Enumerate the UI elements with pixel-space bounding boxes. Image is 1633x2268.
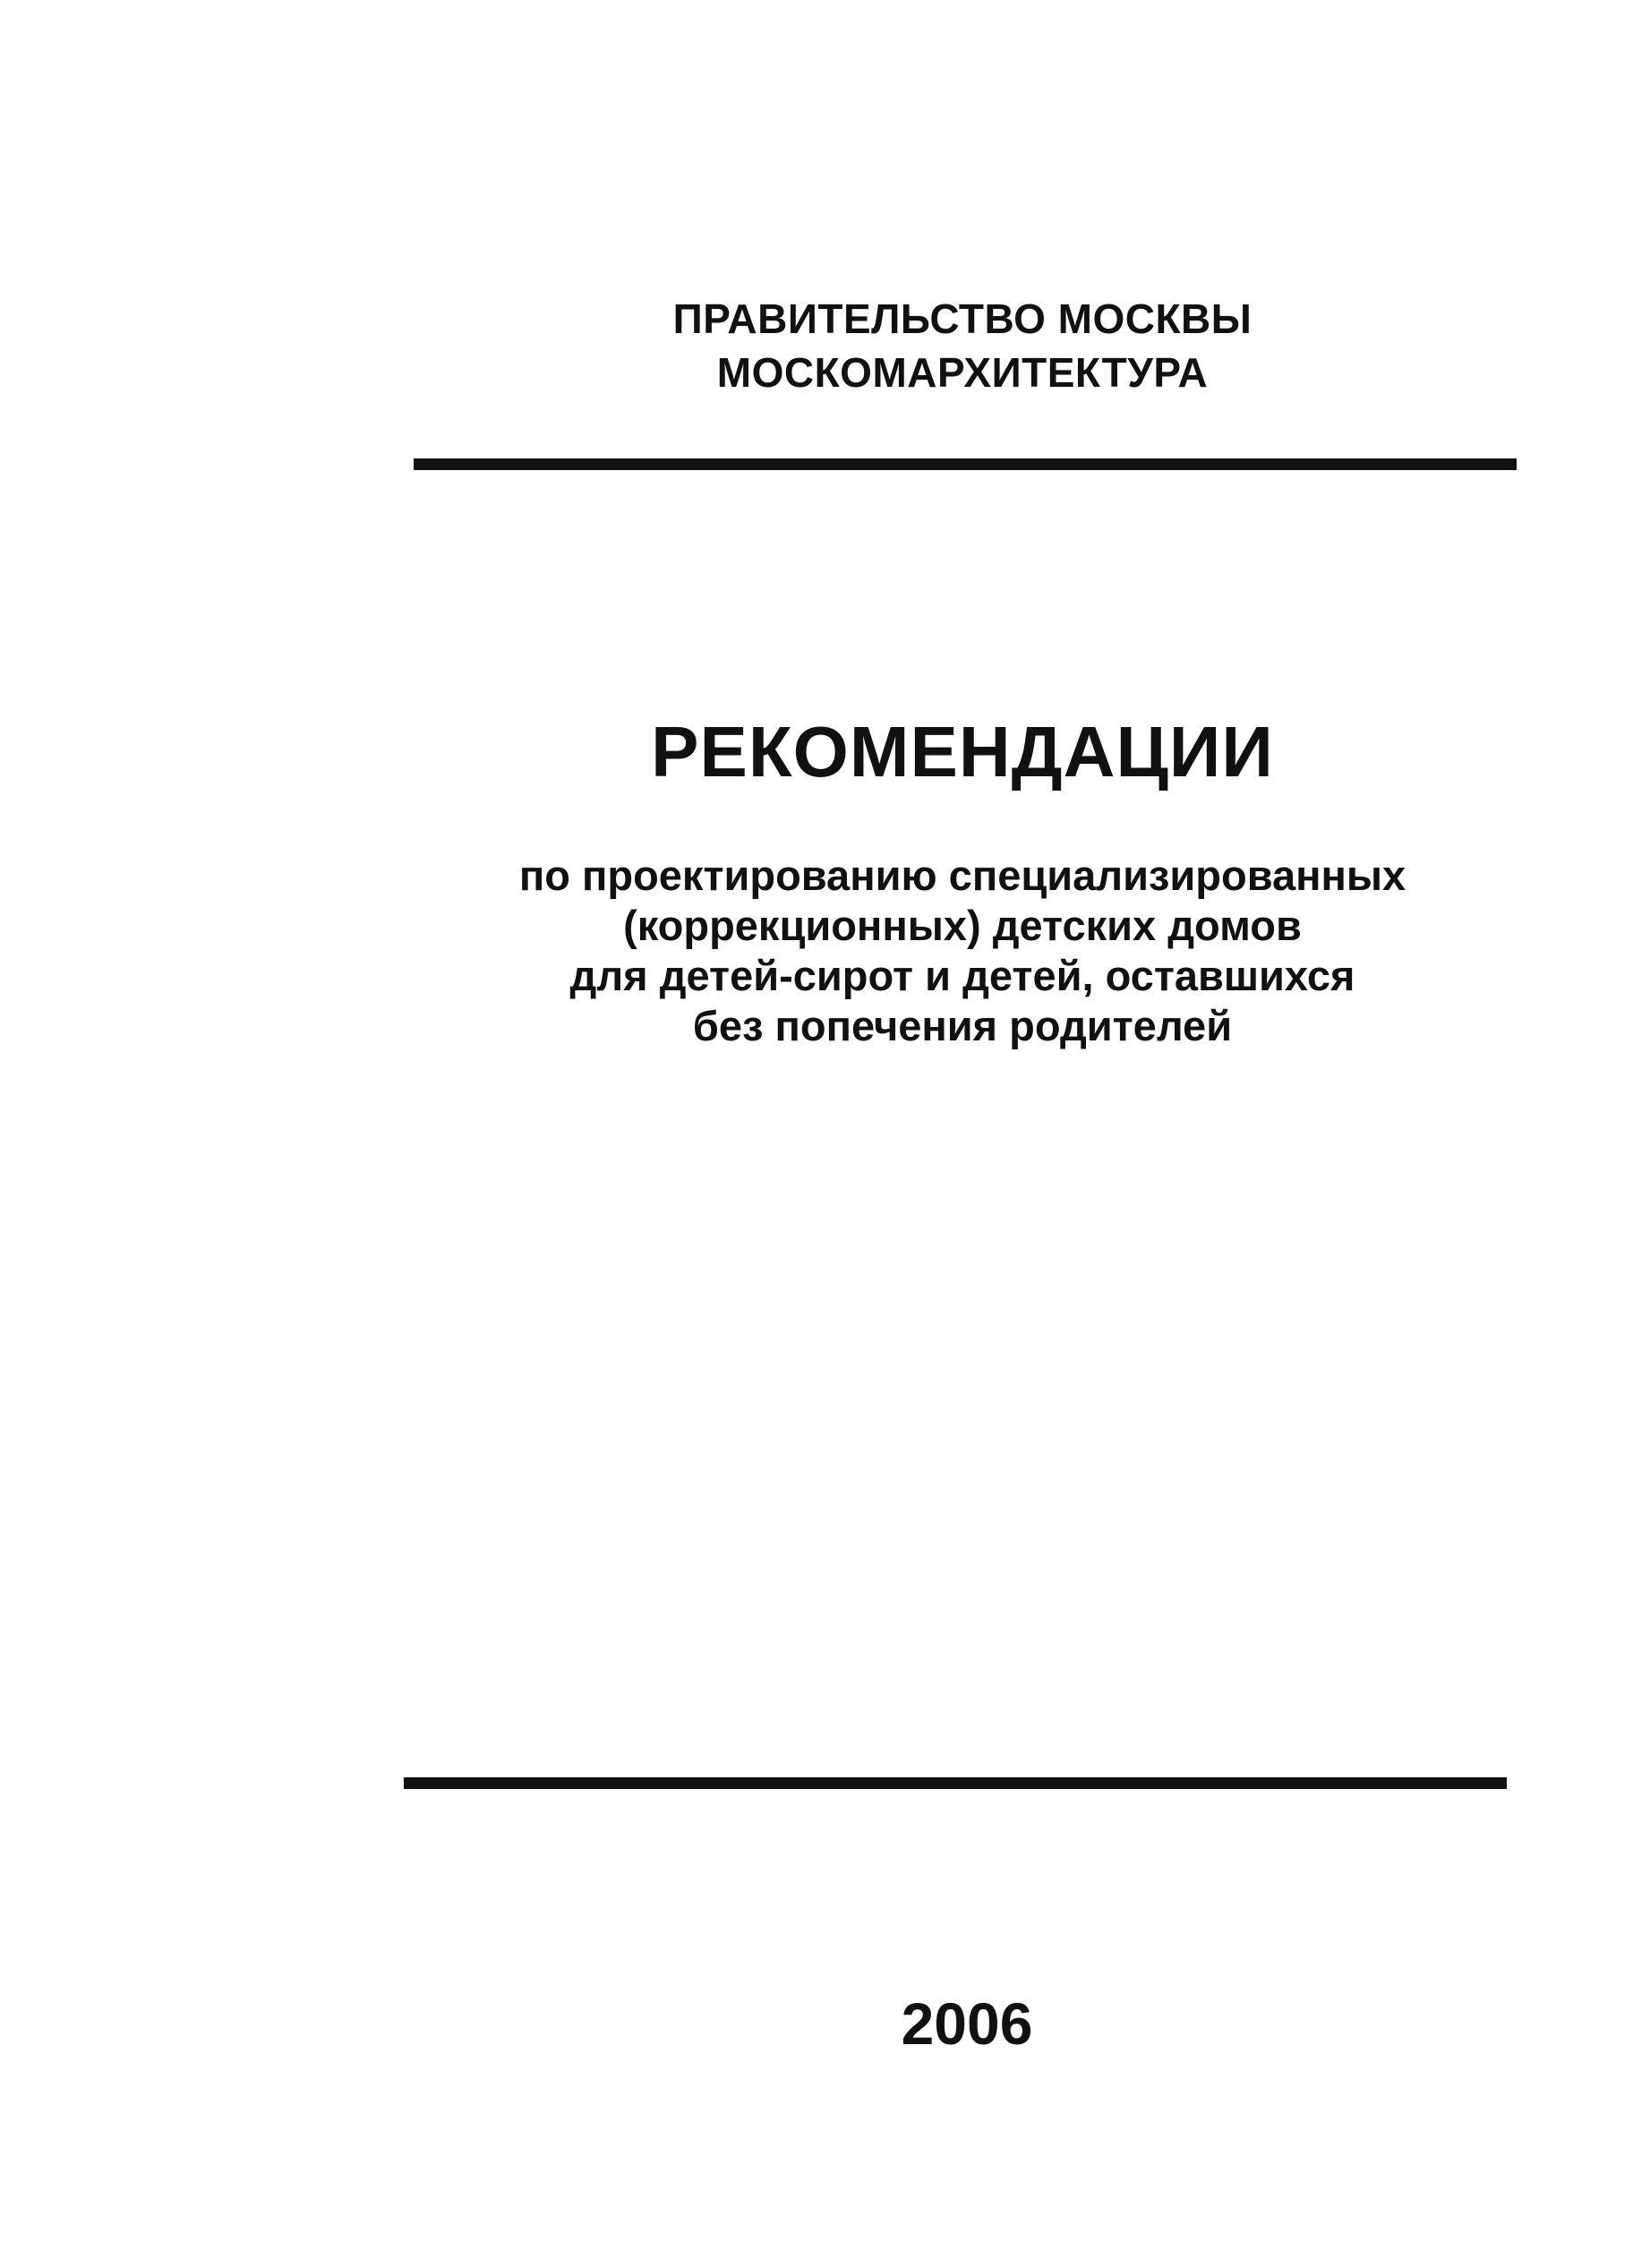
subtitle-line-1: по проектированию специализированных — [518, 852, 1406, 899]
subtitle-line-2: (коррекционных) детских домов — [623, 902, 1302, 949]
top-divider-rule — [414, 458, 1517, 470]
organization-department: МОСКОМАРХИТЕКТУРА — [716, 349, 1209, 396]
document-title: РЕКОМЕНДАЦИИ — [651, 712, 1274, 792]
subtitle-line-3: для детей-сирот и детей, оставшихся — [569, 952, 1355, 999]
subtitle-line-4: без попечения родителей — [692, 1002, 1233, 1049]
document-subtitle — [403, 851, 1522, 1051]
publication-year: 2006 — [901, 1990, 1033, 2057]
issuing-organization — [537, 292, 1388, 399]
bottom-divider-rule — [404, 1777, 1507, 1789]
organization-government: ПРАВИТЕЛЬСТВО МОСКВЫ — [672, 295, 1253, 342]
